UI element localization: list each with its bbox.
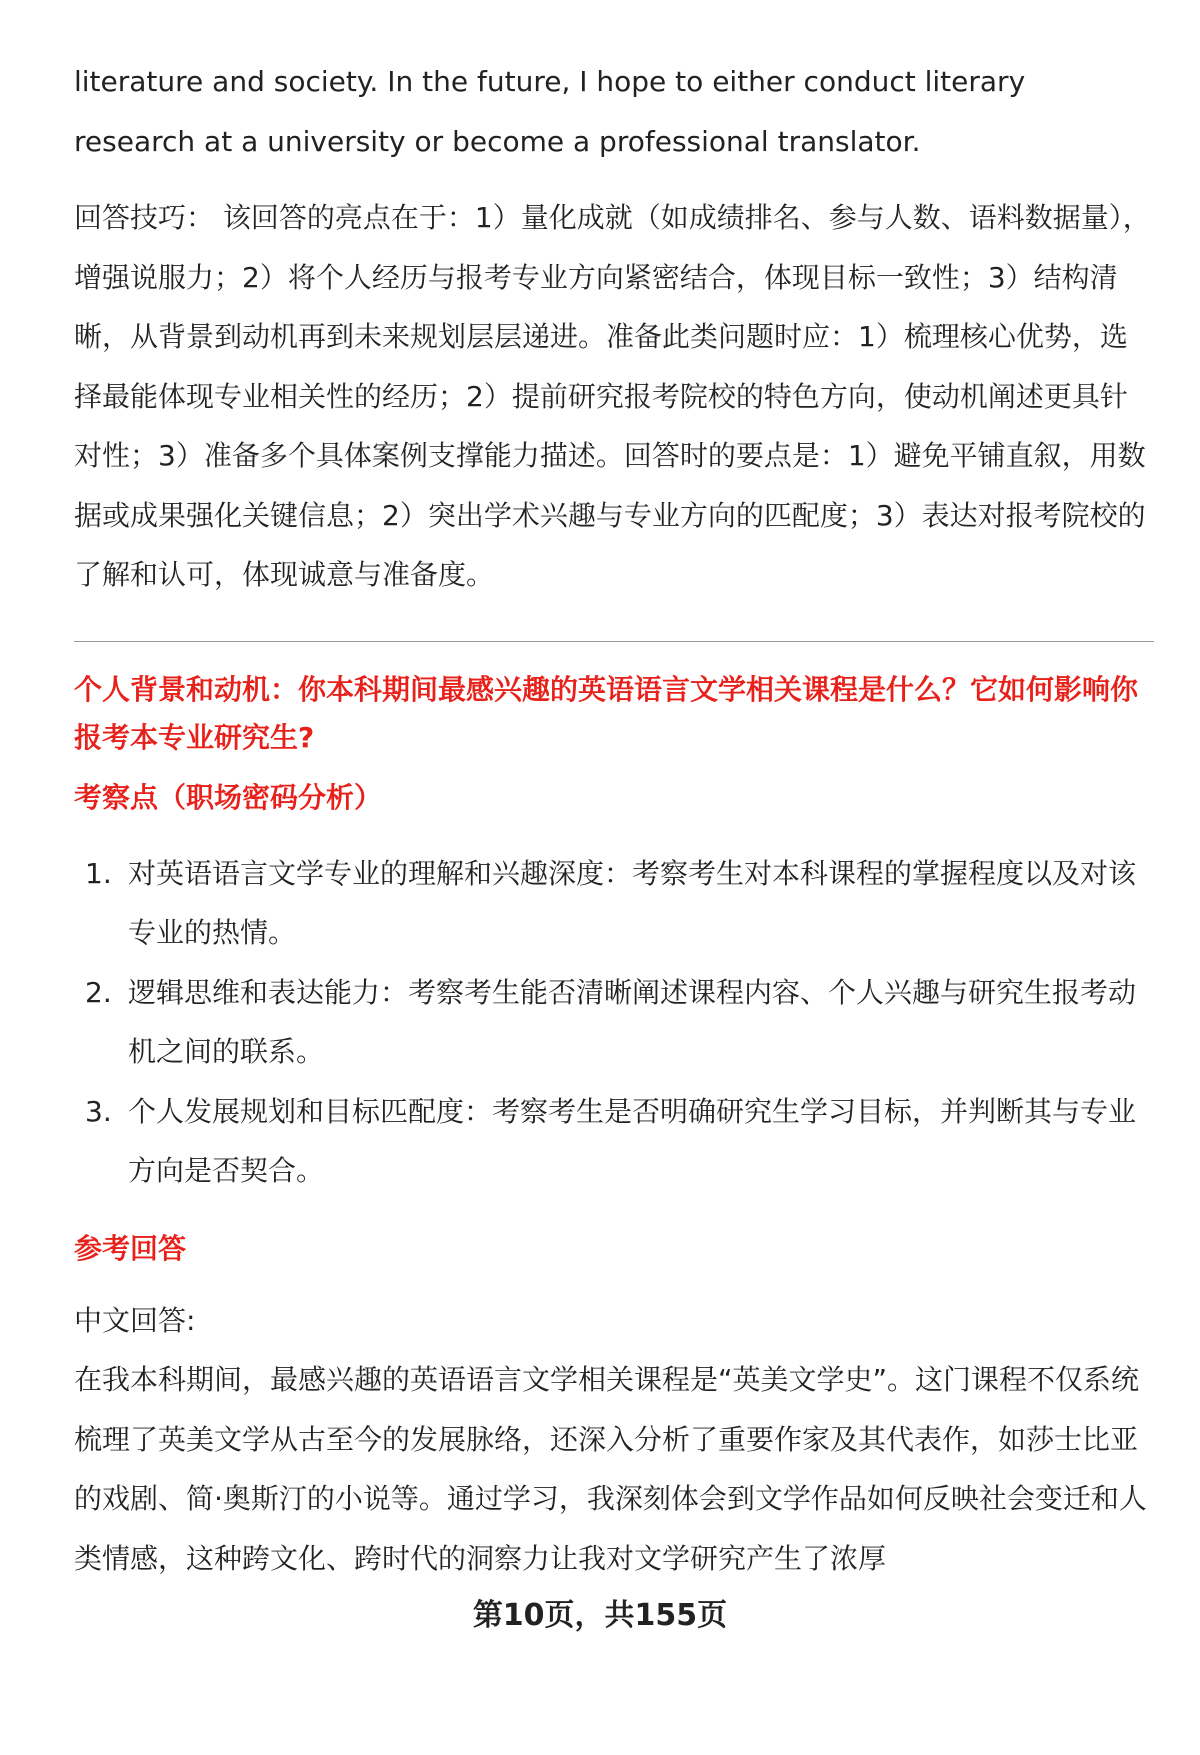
english-line-2: research at a university or become a professional translator. [74,124,921,158]
question-title: 个人背景和动机：你本科期间最感兴趣的英语语言文学相关课程是什么？它如何影响你报考本专业研究生? [74,672,1139,754]
list-item [74,963,1154,1082]
list-item [74,844,1154,963]
list-item-text: 个人发展规划和目标匹配度：考察考生是否明确研究生学习目标，并判断其与专业方向是否契合。 [128,1094,1137,1187]
list-item-number: 3. [85,1094,112,1128]
answer-tips-paragraph: 回答技巧： 该回答的亮点在于：1）量化成就（如成绩排名、参与人数、语料数据量），增强说服力；2）将个人经历与报考专业方向紧密结合，体现目标一致性；3）结构清晰，从背景到动机再到未来规划层层递进。准备此类问题时应：1）梳理核心优势，选择最能体现专业相关性的经历；2）提前研究报考院校的特色方向，使动机阐述更具针对性；3）准备多个具体案例支撑能力描述。回答时的要点是：1）避免平铺直叙，用数据或成果强化关键信息；2）突出学术兴趣与专业方向的匹配度；3）表达对报考院校的了解和认可，体现诚意与准备度。 [74,201,1151,591]
list-item-text: 逻辑思维和表达能力：考察考生能否清晰阐述课程内容、个人兴趣与研究生报考动机之间的联系。 [128,975,1137,1068]
list-item [74,1082,1154,1201]
english-line-1: literature and society. In the future, I hope to either conduct literary [74,65,1026,98]
section-divider [74,641,1154,642]
chinese-answer-label: 中文回答: [74,1303,196,1337]
assessment-heading: 考察点（职场密码分析） [74,780,383,814]
document-page [74,52,1154,1588]
list-item-number: 2. [85,975,112,1009]
page-number: 第10页，共155页 [472,1598,728,1633]
chinese-answer-text: 在我本科期间，最感兴趣的英语语言文学相关课程是“英美文学史”。这门课程不仅系统梳理了英美文学从古至今的发展脉络，还深入分析了重要作家及其代表作，如莎士比亚的戏剧、简·奥斯汀的小说等。通过学习，我深刻体会到文学作品如何反映社会变迁和人类情感，这种跨文化、跨时代的洞察力让我对文学研究产生了浓厚 [74,1363,1147,1575]
english-answer-continuation [74,52,1154,171]
list-item-number: 1. [85,856,112,890]
reference-answer-heading: 参考回答 [74,1231,187,1265]
list-item-text: 对英语语言文学专业的理解和兴趣深度：考察考生对本科课程的掌握程度以及对该专业的热情。 [128,856,1137,949]
assessment-list [74,844,1154,1201]
